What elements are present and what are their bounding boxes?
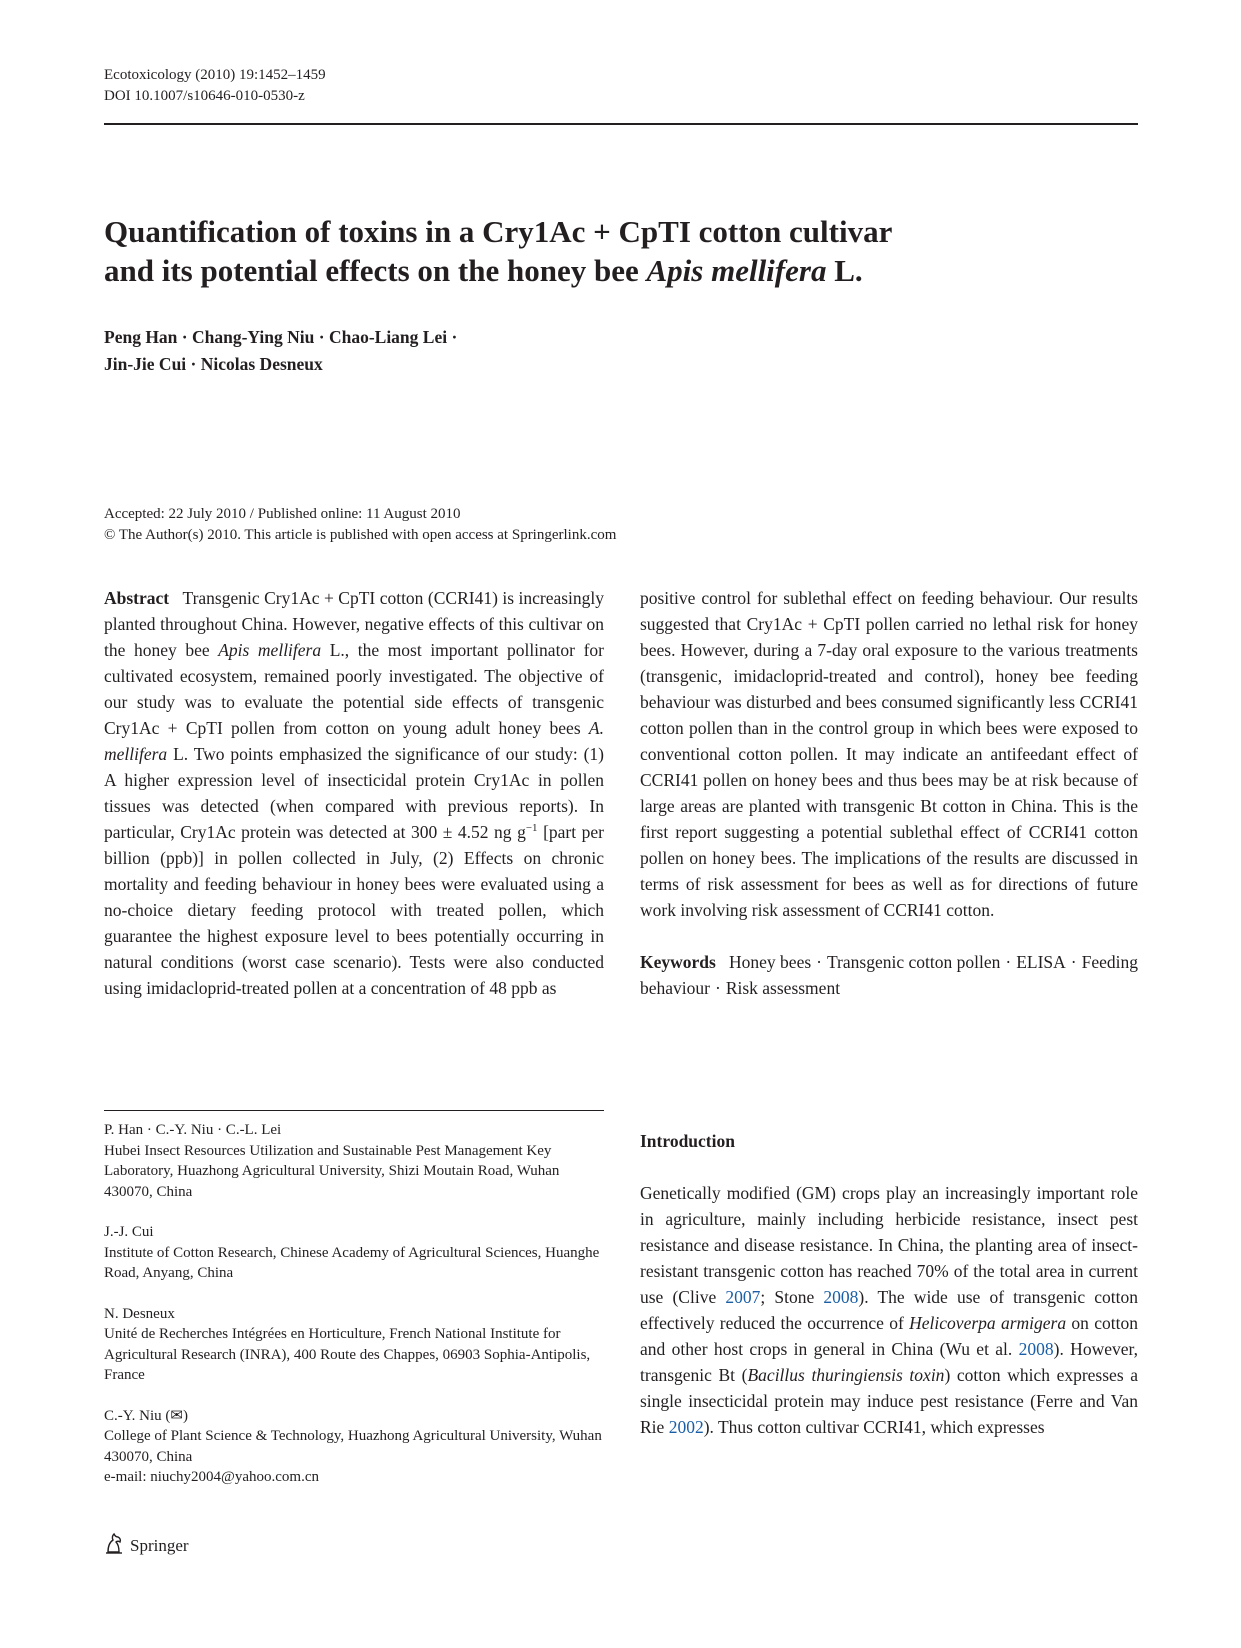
keyword: Risk assessment [725, 978, 841, 998]
title-line-2 [104, 251, 1104, 290]
abstract-text: Transgenic Cry1Ac + CpTI cotton (CCRI41) is increasingly planted throughout China. However, negative effects of this cultivar on the honey bee [104, 588, 605, 660]
title-line-1: Quantification of toxins in a Cry1Ac + CpTI cotton cultivar [104, 214, 893, 249]
author-list [104, 324, 457, 378]
affiliation-names: C.-Y. Niu (✉) [104, 1407, 188, 1424]
affiliation-names: P. Han · C.-Y. Niu · C.-L. Lei [104, 1122, 282, 1138]
header-rule [104, 123, 1138, 125]
keyword-separator: · [714, 978, 721, 998]
keywords [640, 949, 1138, 1001]
citation-link[interactable]: 2008 [1018, 1339, 1054, 1359]
springer-horse-icon [104, 1532, 124, 1559]
intro-species: Bacillus thuringiensis toxin [747, 1365, 945, 1385]
affiliation-names: J.-J. Cui [104, 1224, 154, 1240]
keywords-heading: Keywords [640, 952, 716, 972]
abstract-left-column [104, 585, 604, 1001]
journal-citation [104, 65, 326, 107]
publisher-name: Springer [130, 1535, 189, 1555]
abstract-text-left [104, 588, 604, 998]
affiliation-block [104, 1406, 604, 1488]
journal-doi: DOI 10.1007/s10646-010-0530-z [104, 88, 305, 104]
affiliation-address: Unité de Recherches Intégrées en Horticulture, French National Institute for Agricultural Research (INRA), 400 Route des Chappes, 06903 Sophia-Antipolis, France [104, 1326, 591, 1383]
keyword: ELISA [1016, 952, 1066, 972]
introduction-paragraph [640, 1180, 1138, 1440]
keyword: Honey bees [729, 952, 812, 972]
abstract-paragraph [104, 585, 604, 1001]
introduction-heading: Introduction [640, 1131, 735, 1151]
abstract-right-column [640, 585, 1138, 1001]
publication-dates [104, 504, 616, 546]
abstract-text-right [640, 585, 1138, 923]
abstract-text: L., the most important pollinator for cultivated ecosystem, remained poorly investigated. The objective of our study was to evaluate the potential side effects of transgenic Cry1Ac + CpTI pollen from cotton on young adult honey bees [104, 640, 604, 738]
affiliation-email[interactable]: e-mail: niuchy2004@yahoo.com.cn [104, 1469, 320, 1485]
affiliation-address: Institute of Cotton Research, Chinese Academy of Agricultural Sciences, Huanghe Road, Anyang, China [104, 1244, 600, 1281]
abstract-text: positive control for sublethal effect on feeding behaviour. Our results suggested that Cry1Ac + CpTI pollen carried no lethal risk for honey bees. However, during a 7-day oral exposure to the various treatments (transgenic, imidacloprid-treated and control), honey bee feeding behaviour was disturbed and bees consumed significantly less CCRI41 cotton pollen than in the control group in which bees were exposed to conventional cotton pollen. It may indicate an antifeedant effect of CCRI41 pollen on honey bees and thus bees may be at risk because of large areas are planted with transgenic Bt cotton in China. This is the first report suggesting a potential sublethal effect of CCRI41 cotton pollen on honey bees. The implications of the results are discussed in terms of risk assessment for bees as well as for directions of future work involving risk assessment of CCRI41 cotton. [640, 588, 1138, 920]
intro-text: ). However, transgenic Bt ( [640, 1339, 1138, 1385]
affiliation-address: College of Plant Science & Technology, Huazhong Agricultural University, Wuhan 430070, China [104, 1428, 602, 1465]
affiliation-block [104, 1304, 604, 1386]
citation-link[interactable]: 2002 [668, 1417, 704, 1437]
keyword-separator: · [1070, 952, 1077, 972]
journal-volume: Ecotoxicology (2010) 19:1452–1459 [104, 67, 326, 83]
abstract-species: Apis mellifera [218, 640, 322, 660]
intro-text: ). Thus cotton cultivar CCRI41, which expresses [703, 1417, 1045, 1437]
introduction-text [640, 1180, 1138, 1440]
keyword-separator: · [1005, 952, 1012, 972]
affiliation-block [104, 1120, 604, 1202]
title-species: Apis mellifera [646, 253, 827, 288]
intro-text: ; Stone [760, 1287, 824, 1307]
intro-text: Genetically modified (GM) crops play an increasingly important role in agriculture, mainly including herbicide resistance, insect pest resistance and disease resistance. In China, the planting area of insect-resistant transgenic cotton has reached 70% of the total area in current use (Clive [640, 1183, 1138, 1307]
abstract-text: [part per billion (ppb)] in pollen collected in July, (2) Effects on chronic mortality and feeding behaviour in honey bees were evaluated using a no-choice dietary feeding protocol with treated pollen, which guarantee the highest exposure level to bees potentially occurring in natural conditions (worst case scenario). Tests were also conducted using imidacloprid-treated pollen at a concentration of 48 ppb as [104, 822, 604, 998]
authors-line-1: Peng Han · Chang-Ying Niu · Chao-Liang Lei · [104, 327, 458, 347]
article-title [104, 212, 1104, 290]
keyword-separator: · [816, 952, 822, 972]
citation-link[interactable]: 2008 [823, 1287, 859, 1307]
title-text: and its potential effects on the honey bee [104, 253, 647, 288]
accepted-date: Accepted: 22 July 2010 / Published online: 11 August 2010 [104, 506, 461, 522]
citation-link[interactable]: 2007 [725, 1287, 761, 1307]
keyword: Transgenic cotton pollen [826, 952, 1001, 972]
affiliation-rule [104, 1110, 604, 1111]
abstract-superscript: −1 [525, 822, 538, 835]
intro-text: ). The wide use of transgenic cotton effectively reduced the occurrence of [640, 1287, 1138, 1333]
affiliation-block [104, 1222, 604, 1284]
intro-text: on cotton and other host crops in general in China (Wu et al. [640, 1313, 1138, 1359]
title-text-end: L. [826, 253, 863, 288]
affiliations [104, 1120, 604, 1508]
publisher-footer [104, 1532, 189, 1559]
keyword: Feeding behaviour [640, 952, 1138, 998]
affiliation-address: Hubei Insect Resources Utilization and Sustainable Pest Management Key Laboratory, Huazhong Agricultural University, Shizi Moutain Road, Wuhan 430070, China [104, 1142, 560, 1200]
copyright-line: © The Author(s) 2010. This article is published with open access at Springerlink.com [104, 527, 617, 543]
affiliation-names: N. Desneux [104, 1305, 175, 1322]
abstract-heading: Abstract [104, 588, 170, 608]
intro-text: ) cotton which expresses a single insecticidal protein may induce pest resistance (Ferre and Van Rie [640, 1365, 1139, 1437]
abstract-text: L. Two points emphasized the significance of our study: (1) A higher expression level of insecticidal protein Cry1Ac in pollen tissues was detected (when compared with previous reports). In particular, Cry1Ac protein was detected at 300 ± 4.52 ng g [104, 744, 604, 842]
authors-line-2: Jin-Jie Cui · Nicolas Desneux [104, 354, 323, 374]
intro-species: Helicoverpa armigera [909, 1313, 1067, 1333]
abstract-species: A. mellifera [104, 718, 604, 764]
